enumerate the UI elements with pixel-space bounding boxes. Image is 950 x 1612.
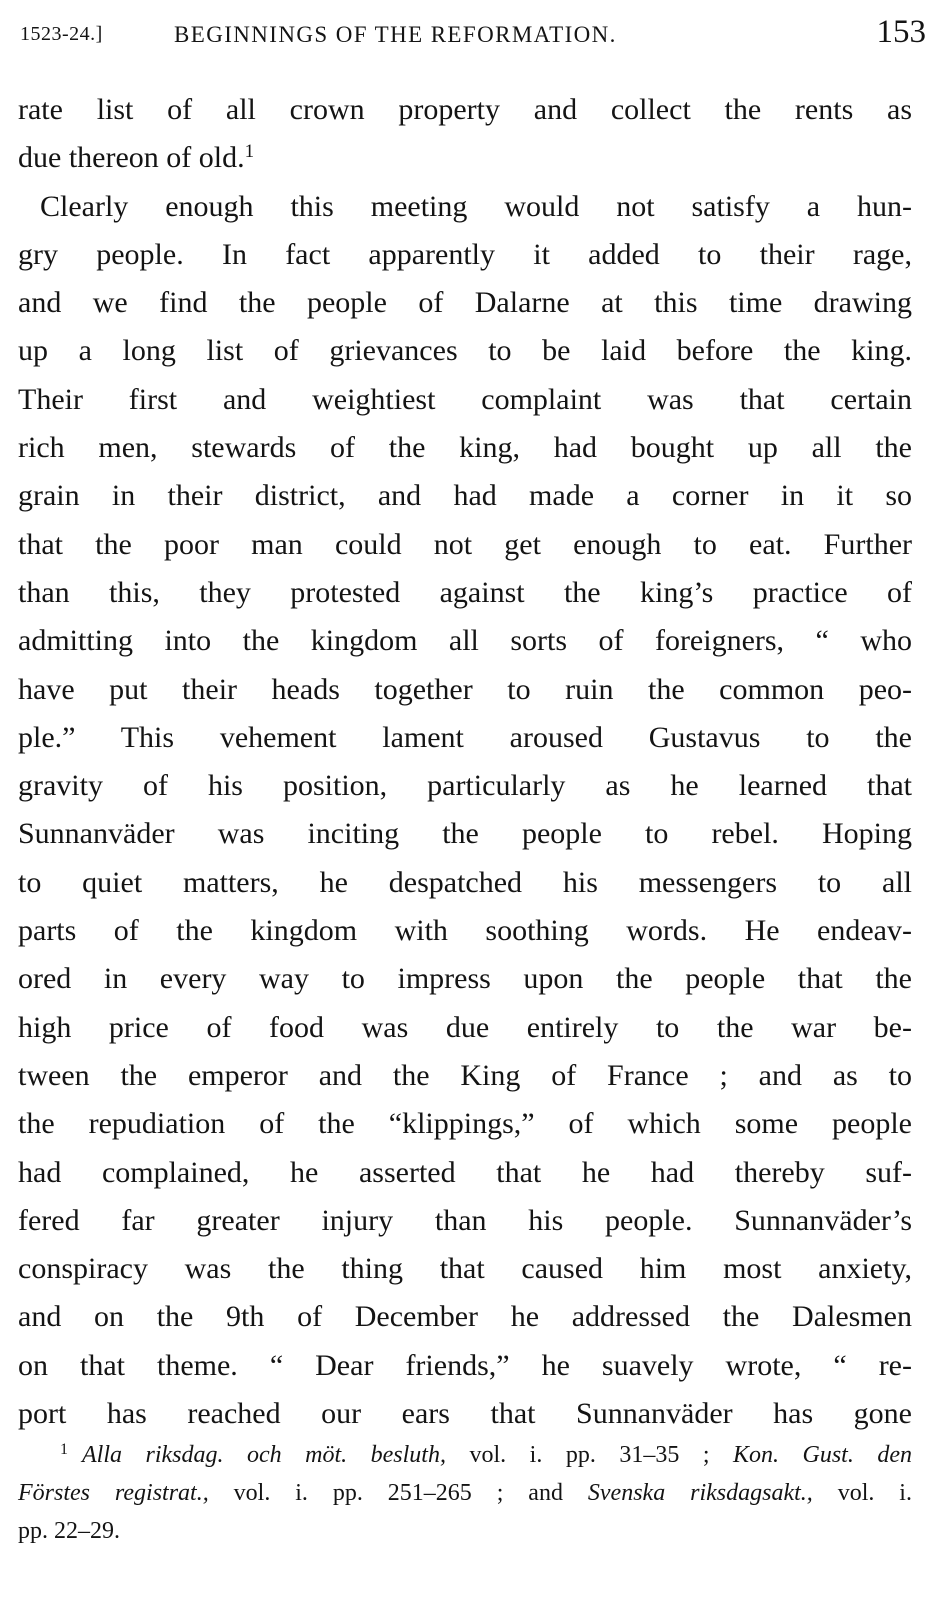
text-line: rate list of all crown property and collect the rents as <box>18 93 912 126</box>
footnote-citation: Alla riksdag. och möt. besluth, <box>82 1442 446 1468</box>
footnote-text: vol. i. <box>812 1480 912 1506</box>
running-header <box>18 14 930 54</box>
text-line: that the poor man could not get enough to eat. Further <box>18 527 912 561</box>
text-line: Their first and weightiest complaint was that certain <box>18 382 912 416</box>
text-line: the repudiation of the “klippings,” of which some people <box>18 1107 912 1141</box>
header-date-range: 1523-24.] <box>20 23 103 45</box>
text-line: Clearly enough this meeting would not satisfy a hun- <box>40 189 912 223</box>
text-line: Sunnanväder was inciting the people to rebel. Hoping <box>18 817 912 851</box>
text-line: high price of food was due entirely to the war be- <box>18 1010 912 1044</box>
text-line: gravity of his position, particularly as he learned that <box>18 769 912 803</box>
footnote-text: vol. i. pp. 31–35 ; <box>445 1442 733 1468</box>
text-line: have put their heads together to ruin the common peo- <box>18 672 912 706</box>
body-text <box>18 86 912 1438</box>
text-line-content: due thereon of old. <box>18 141 245 175</box>
footnote-line <box>18 1436 912 1474</box>
footnote-text: vol. i. pp. 251–265 ; and <box>208 1480 588 1506</box>
text-line: gry people. In fact apparently it added to their rage, <box>18 237 912 271</box>
text-line: and on the 9th of December he addressed the Dalesmen <box>18 1300 912 1334</box>
text-line: parts of the kingdom with soothing words. He endeav- <box>18 914 912 948</box>
text-line: tween the emperor and the King of France ; and as to <box>18 1058 912 1092</box>
footnote-citation: Förstes registrat., <box>18 1480 209 1506</box>
book-page <box>18 0 930 1612</box>
text-line: and we find the people of Dalarne at this time drawing <box>18 286 912 320</box>
text-line: to quiet matters, he despatched his messengers to all <box>18 865 912 899</box>
footnote-mark: 1 <box>60 1441 68 1458</box>
text-line: conspiracy was the thing that caused him most anxiety, <box>18 1252 912 1286</box>
text-line: ple.” This vehement lament aroused Gustavus to the <box>18 720 912 754</box>
text-line: than this, they protested against the king’s practice of <box>18 575 912 609</box>
footnote <box>18 1436 912 1550</box>
text-line: port has reached our ears that Sunnanväder has gone <box>18 1397 912 1431</box>
text-line: admitting into the kingdom all sorts of foreigners, “ who <box>18 624 912 658</box>
text-line: had complained, he asserted that he had thereby suf- <box>18 1155 912 1189</box>
footnote-line <box>18 1474 912 1512</box>
footnote-citation: Svenska riksdagsakt., <box>587 1480 813 1506</box>
text-line: ored in every way to impress upon the people that the <box>18 962 912 996</box>
footnote-citation: Kon. Gust. den <box>733 1442 912 1468</box>
text-line: grain in their district, and had made a corner in it so <box>18 479 912 513</box>
text-line <box>18 134 912 182</box>
footnote-line: pp. 22–29. <box>18 1518 120 1544</box>
page-number: 153 <box>876 14 926 50</box>
text-line: up a long list of grievances to be laid before the king. <box>18 334 912 368</box>
text-line: on that theme. “ Dear friends,” he suavely wrote, “ re- <box>18 1348 912 1382</box>
text-line: fered far greater injury than his people. Sunnanväder’s <box>18 1203 912 1237</box>
header-running-title: BEGINNINGS OF THE REFORMATION. <box>174 22 617 47</box>
footnote-reference: 1 <box>244 141 255 163</box>
text-line: rich men, stewards of the king, had bought up all the <box>18 431 912 465</box>
